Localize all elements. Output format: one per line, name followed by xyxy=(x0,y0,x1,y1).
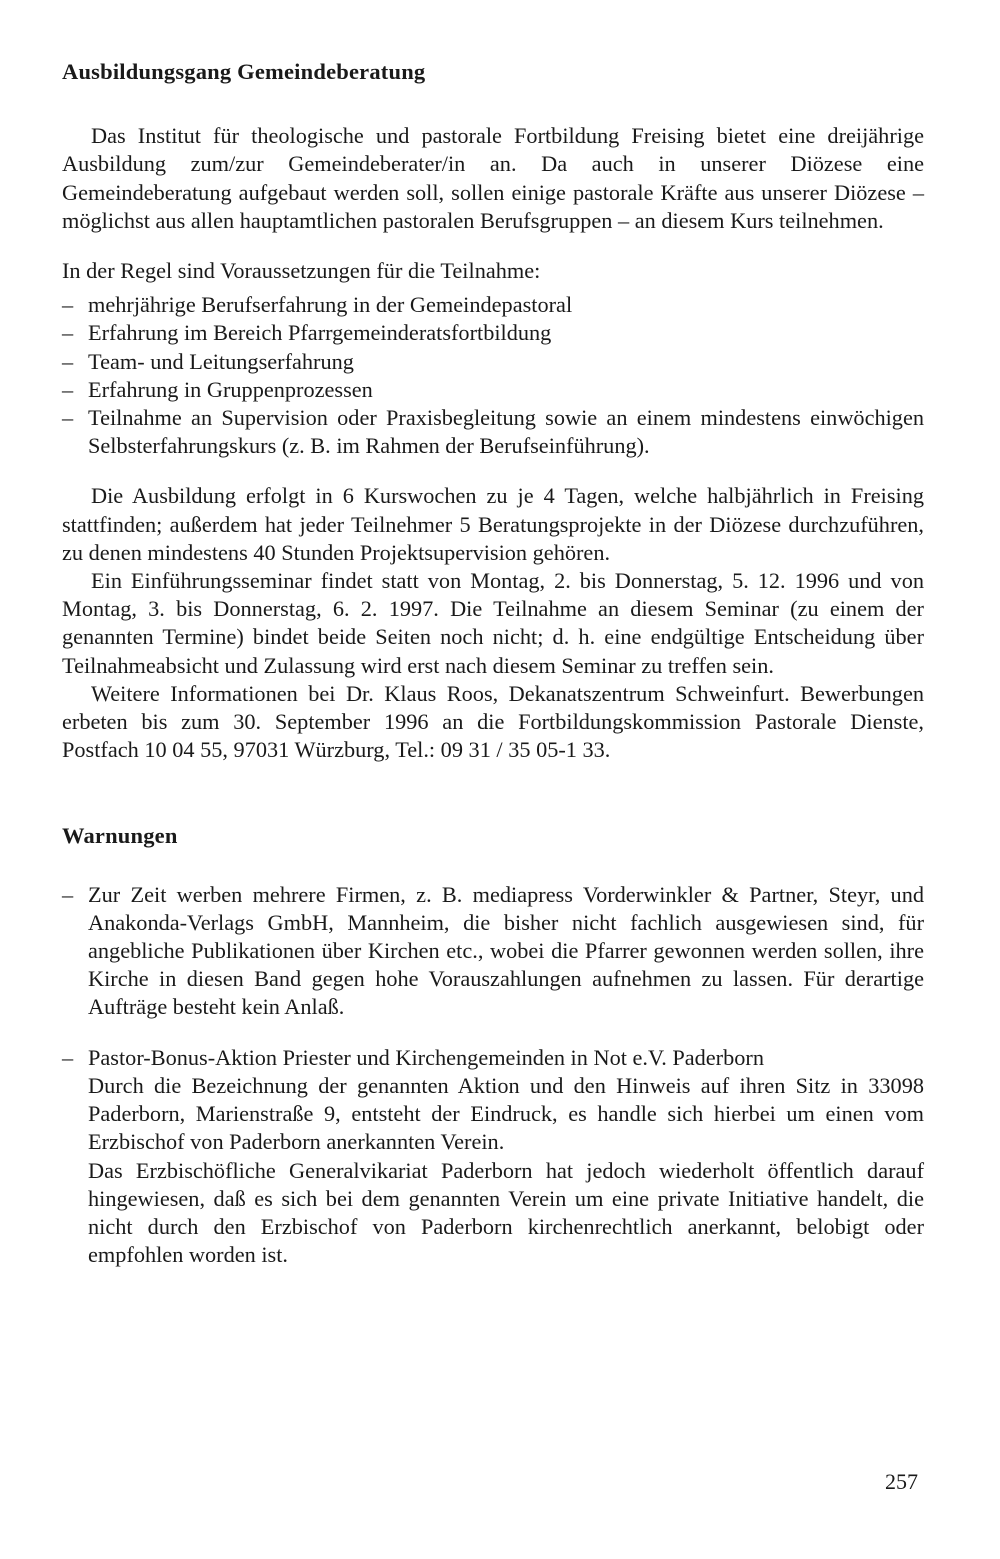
document-page xyxy=(62,58,924,1269)
warning-text: Durch die Bezeichnung der genannten Aktion und den Hinweis auf ihren Sitz in 33098 Paderborn, Marienstraße 9, entsteht der Eindruck, es handle sich hierbei um einen vom Erzbischof von Paderborn anerkannten Verein. xyxy=(88,1072,924,1155)
section-heading-ausbildungsgang: Ausbildungsgang Gemeindeberatung xyxy=(62,59,426,84)
spacer xyxy=(62,235,924,257)
requirement-item: – Erfahrung in Gruppenprozessen xyxy=(62,376,924,404)
spacer xyxy=(62,460,924,482)
warning-item xyxy=(62,881,924,1022)
requirements-list xyxy=(62,291,924,460)
spacer xyxy=(62,764,924,822)
requirements-lead: In der Regel sind Voraussetzungen für die Teilnahme: xyxy=(62,258,541,284)
requirement-item: – Teilnahme an Supervision oder Praxisbegleitung sowie an einem mindestens einwöchigen Selbsterfahrungskurs (z. B. im Rahmen der Berufseinführung). xyxy=(62,404,924,460)
intro-paragraph: Das Institut für theologische und pastorale Fortbildung Freising bietet eine dreijährige Ausbildung zum/zur Gemeindeberater/in an. Da auch in unserer Diözese eine Gemeindeberatung aufgebaut werden soll, sollen einige pastorale Kräfte aus unserer Diözese – möglichst aus allen hauptamtlichen pastoralen Berufsgruppen – an diesem Kurs teilnehmen. xyxy=(62,123,924,233)
spacer xyxy=(62,851,924,881)
warning-text: Zur Zeit werben mehrere Firmen, z. B. mediapress Vorderwinkler & Partner, Steyr, und Anakonda-Verlags GmbH, Mannheim, die bisher nicht fachlich ausgewiesen sind, für angebliche Publikationen über Kirchen etc., wobei die Pfarrer gewonnen werden sollen, ihre Kirche in diesen Band gegen hohe Vorauszahlungen aufnehmen zu lassen. Für derartige Aufträge besteht kein Anlaß. xyxy=(88,881,924,1020)
page-number: 257 xyxy=(885,1469,918,1494)
section-heading-warnungen: Warnungen xyxy=(62,823,178,849)
warning-item xyxy=(62,1044,924,1270)
course-paragraph: Die Ausbildung erfolgt in 6 Kurswochen zu je 4 Tagen, welche halbjährlich in Freising stattfinden; außerdem hat jeder Teilnehmer 5 Beratungsprojekte in der Diözese durchzuführen, zu denen mindestens 40 Stunden Projektsupervision gehören. xyxy=(62,483,924,565)
warning-title: – Pastor-Bonus-Aktion Priester und Kirchengemeinden in Not e.V. Paderborn xyxy=(88,1044,764,1070)
requirement-item: – Erfahrung im Bereich Pfarrgemeinderatsfortbildung xyxy=(62,319,924,347)
warnings-list xyxy=(62,881,924,1270)
requirement-item: – Team- und Leitungserfahrung xyxy=(62,348,924,376)
seminar-paragraph: Ein Einführungsseminar findet statt von Montag, 2. bis Donnerstag, 5. 12. 1996 und von Montag, 3. bis Donnerstag, 6. 2. 1997. Die Teilnahme an diesem Seminar (zu einem der genannten Termine) bindet beide Seiten noch nicht; d. h. eine endgültige Entscheidung über Teilnahmeabsicht und Zulassung wird erst nach diesem Seminar zu treffen sein. xyxy=(62,568,924,678)
spacer xyxy=(62,86,924,122)
warning-text: Das Erzbischöfliche Generalvikariat Paderborn hat jedoch wiederholt öffentlich darauf hingewiesen, daß es sich bei dem genannten Verein um eine private Initiative handelt, die nicht durch den Erzbischof von Paderborn kirchenrechtlich anerkannt, belobigt oder empfohlen worden ist. xyxy=(88,1157,924,1268)
info-paragraph: Weitere Informationen bei Dr. Klaus Roos, Dekanatszentrum Schweinfurt. Bewerbungen erbeten bis zum 30. September 1996 an die Fortbildungskommission Pastorale Dienste, Postfach 10 04 55, 97031 Würzburg, Tel.: 09 31 / 35 05-1 33. xyxy=(62,680,924,763)
requirement-item: – mehrjährige Berufserfahrung in der Gemeindepastoral xyxy=(62,291,924,319)
